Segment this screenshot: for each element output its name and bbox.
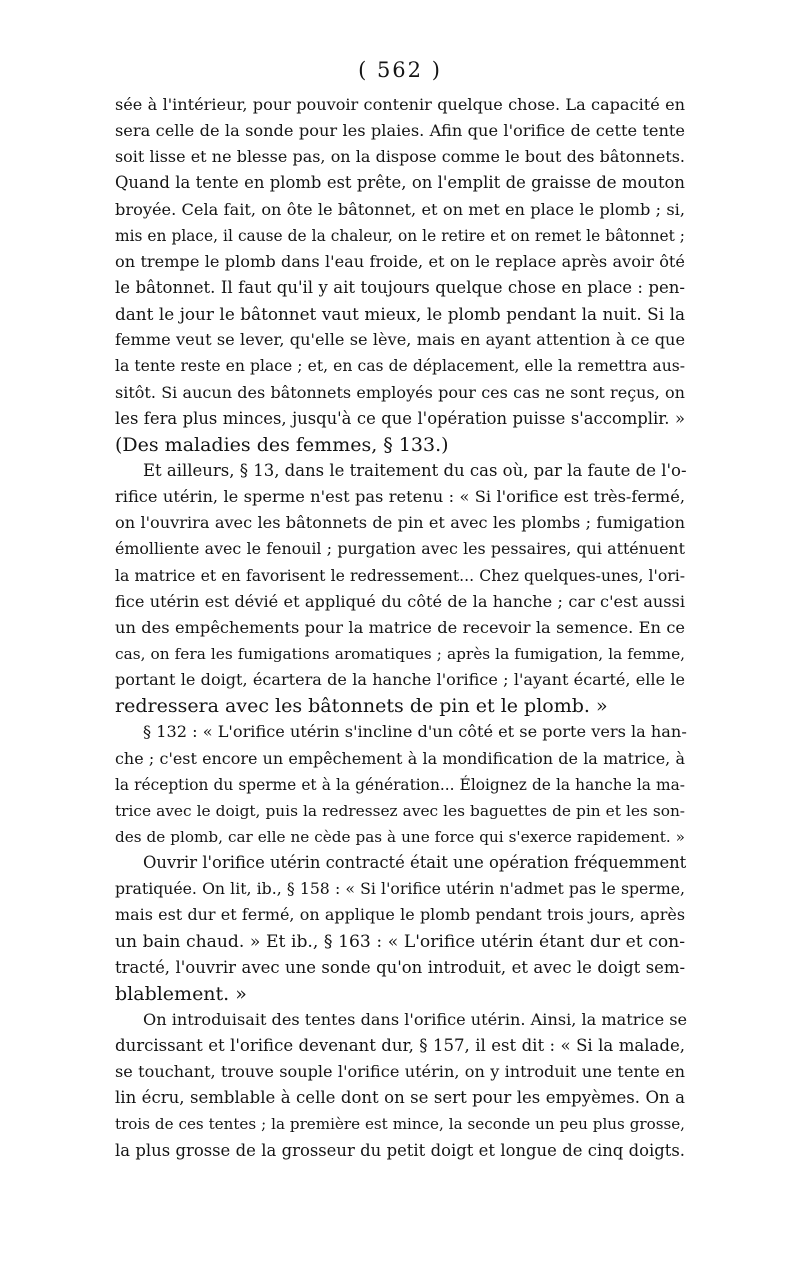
text-line: des de plomb, car elle ne cède pas à une force qui s'exerce rapidement. » <box>115 827 685 846</box>
text-line: un des empêchements pour la matrice de recevoir la semence. En ce <box>115 617 685 637</box>
text-line: On introduisait des tentes dans l'orifice utérin. Ainsi, la matrice se <box>143 1009 688 1029</box>
page-number: ( 562 ) <box>358 58 442 82</box>
text-line: émolliente avec le fenouil ; purgation avec les pessaires, qui atténuent <box>115 539 685 559</box>
text-line: Quand la tente en plomb est prête, on l'emplit de graisse de mouton <box>115 173 685 193</box>
text-line: trois de ces tentes ; la première est mince, la seconde un peu plus grosse, <box>115 1115 685 1134</box>
text-line: § 132 : « L'orifice utérin s'incline d'un côté et se porte vers la han- <box>143 722 687 742</box>
text-line: che ; c'est encore un empêchement à la mondification de la matrice, à <box>115 748 685 768</box>
text-line: trice avec le doigt, puis la redressez avec les baguettes de pin et les son- <box>115 801 685 820</box>
text-line: rifice utérin, le sperme n'est pas retenu : « Si l'orifice est très-fermé, <box>115 487 685 507</box>
text-line: le bâtonnet. Il faut qu'il y ait toujours quelque chose en place : pen- <box>115 277 685 297</box>
text-line: pratiquée. On lit, ib., § 158 : « Si l'orifice utérin n'admet pas le sperme, <box>115 879 685 899</box>
text-line: (Des maladies des femmes, § 133.) <box>115 433 449 456</box>
text-line: un bain chaud. » Et ib., § 163 : « L'orifice utérin étant dur et con- <box>115 931 685 952</box>
text-line: femme veut se lever, qu'elle se lève, mais en ayant attention à ce que <box>115 330 685 350</box>
text-line: mais est dur et fermé, on applique le plomb pendant trois jours, après <box>115 905 685 925</box>
text-line: tracté, l'ouvrir avec une sonde qu'on introduit, et avec le doigt sem- <box>115 957 685 977</box>
text-line: se touchant, trouve souple l'orifice utérin, on y introduit une tente en <box>115 1062 685 1082</box>
text-line: durcissant et l'orifice devenant dur, § 157, il est dit : « Si la malade, <box>115 1036 685 1056</box>
text-line: broyée. Cela fait, on ôte le bâtonnet, et on met en place le plomb ; si, <box>115 199 685 219</box>
text-line: sitôt. Si aucun des bâtonnets employés pour ces cas ne sont reçus, on <box>115 382 685 402</box>
text-line: lin écru, semblable à celle dont on se sert pour les empyèmes. On a <box>115 1088 685 1108</box>
text-line: la matrice et en favorisent le redressement... Chez quelques-unes, l'ori- <box>115 565 685 585</box>
text-line: on trempe le plomb dans l'eau froide, et on le replace après avoir ôté <box>115 251 685 271</box>
text-line: Et ailleurs, § 13, dans le traitement du cas où, par la faute de l'o- <box>143 460 687 480</box>
body-text <box>115 92 688 1164</box>
text-line: mis en place, il cause de la chaleur, on le retire et on remet le bâtonnet ; <box>115 226 685 245</box>
text-line: sée à l'intérieur, pour pouvoir contenir quelque chose. La capacité en <box>115 95 685 114</box>
text-line: les fera plus minces, jusqu'à ce que l'opération puisse s'accomplir. » <box>115 408 685 428</box>
text-line: soit lisse et ne blesse pas, on la dispose comme le bout des bâtonnets. <box>115 147 685 167</box>
text-line: la réception du sperme et à la génération... Éloignez de la hanche la ma- <box>115 775 685 794</box>
text-line: dant le jour le bâtonnet vaut mieux, le plomb pendant la nuit. Si la <box>115 304 685 325</box>
text-line: Ouvrir l'orifice utérin contracté était une opération fréquemment <box>143 853 687 873</box>
text-line: blablement. » <box>115 982 247 1005</box>
text-line: on l'ouvrira avec les bâtonnets de pin et avec les plombs ; fumigation <box>115 513 685 533</box>
text-line: cas, on fera les fumigations aromatiques ; après la fumigation, la femme, <box>115 644 685 663</box>
text-line: sera celle de la sonde pour les plaies. Afin que l'orifice de cette tente <box>115 121 685 141</box>
text-line: la plus grosse de la grosseur du petit doigt et longue de cinq doigts. <box>115 1140 685 1160</box>
text-line: portant le doigt, écartera de la hanche l'orifice ; l'ayant écarté, elle le <box>115 670 685 690</box>
text-line: fice utérin est dévié et appliqué du côté de la hanche ; car c'est aussi <box>115 591 685 611</box>
text-line: la tente reste en place ; et, en cas de déplacement, elle la remettra aus- <box>115 357 685 376</box>
text-line: redressera avec les bâtonnets de pin et le plomb. » <box>115 695 608 718</box>
